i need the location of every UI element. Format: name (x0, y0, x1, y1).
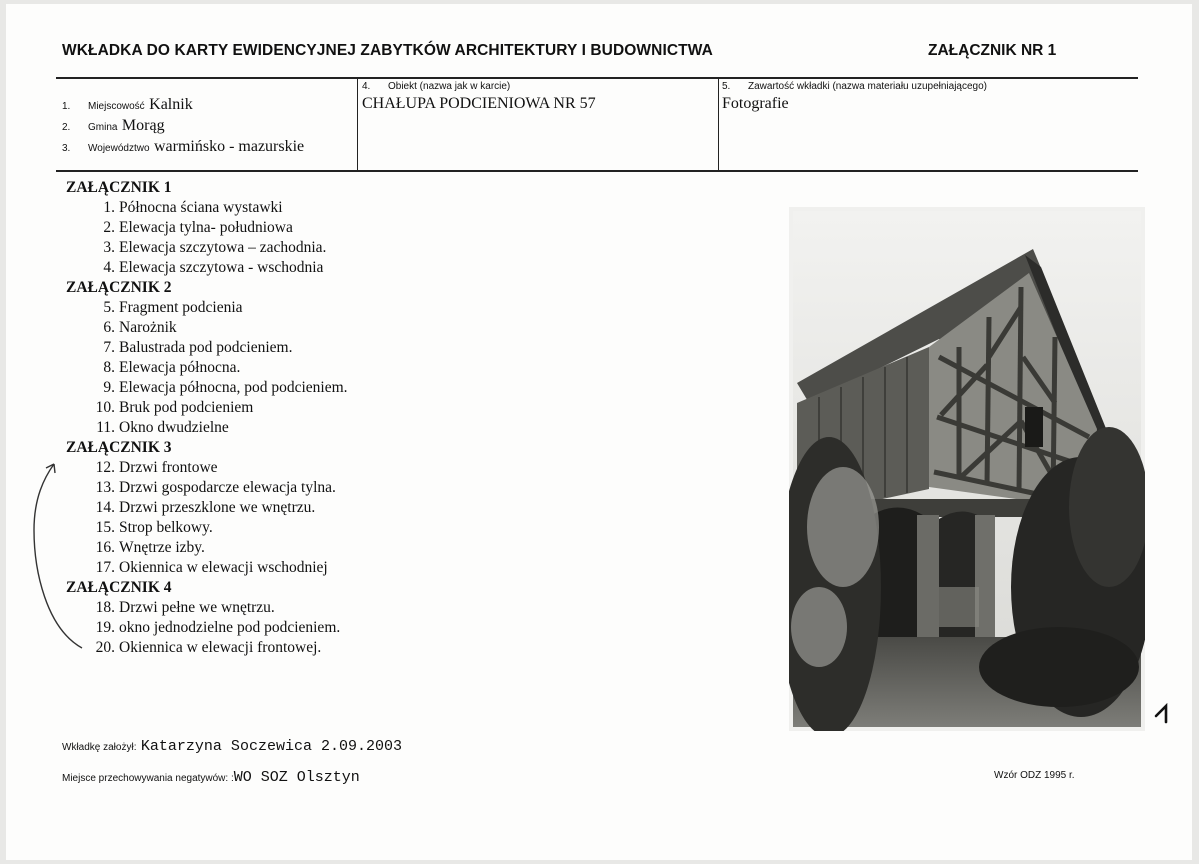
list-item: 20. Okiennica w elewacji frontowej. (95, 639, 322, 656)
created-by-value: Katarzyna Soczewica 2.09.2003 (140, 738, 402, 755)
list-item: 18. Drzwi pełne we wnętrzu. (95, 599, 275, 616)
list-item: 12. Drzwi frontowe (95, 459, 218, 476)
list-item: 7. Balustrada pod podcieniem. (103, 339, 293, 356)
negative-storage-value: WO SOZ Olsztyn (233, 769, 360, 786)
annex-heading-3: ZAŁĄCZNIK 3 (66, 439, 172, 456)
form-divider-1 (357, 78, 358, 171)
handwritten-arrow-icon (24, 450, 88, 656)
commune-value: Morąg (121, 117, 165, 134)
list-item: 3. Elewacja szczytowa – zachodnia. (103, 239, 327, 256)
list-item: 16. Wnętrze izby. (95, 539, 205, 556)
list-item: 14. Drzwi przeszklone we wnętrzu. (95, 499, 316, 516)
created-by-field (62, 737, 402, 755)
handwritten-page-number (1154, 702, 1172, 724)
form-top-rule (56, 77, 1138, 79)
list-item: 13. Drzwi gospodarcze elewacja tylna. (95, 479, 336, 496)
commune-label: Gmina (88, 122, 118, 133)
annex-heading-4: ZAŁĄCZNIK 4 (66, 579, 172, 596)
contents-value: Fotografie (722, 95, 789, 112)
voivodeship-field: 3. Województwo warmińsko - mazurskie (62, 138, 305, 155)
annex-heading-2: ZAŁĄCZNIK 2 (66, 279, 172, 296)
list-item: 19. okno jednodzielne pod podcieniem. (95, 619, 341, 636)
list-item: 9. Elewacja północna, pod podcieniem. (103, 379, 348, 396)
form-bottom-rule (56, 170, 1138, 172)
list-item: 4. Elewacja szczytowa - wschodnia (103, 259, 324, 276)
list-item: 8. Elewacja północna. (103, 359, 241, 376)
list-item: 15. Strop belkowy. (95, 519, 213, 536)
created-by-label: Wkładkę założył: (62, 742, 137, 753)
list-item: 17. Okiennica w elewacji wschodniej (95, 559, 328, 576)
house-photo (789, 207, 1145, 731)
list-item: 6. Narożnik (103, 319, 177, 336)
object-value: CHAŁUPA PODCIENIOWA NR 57 (362, 95, 596, 112)
template-version: Wzór ODZ 1995 r. (994, 770, 1075, 781)
half-timbered-house-image (789, 207, 1145, 731)
list-item: 2. Elewacja tylna- południowa (103, 219, 293, 236)
locality-field: 1. Miejscowość Kalnik (62, 96, 193, 113)
voivodeship-label: Województwo (88, 143, 150, 154)
locality-label: Miejscowość (88, 101, 145, 112)
annex-heading-1: ZAŁĄCZNIK 1 (66, 179, 172, 196)
photo-list (66, 178, 348, 658)
list-item: 11. Okno dwudzielne (96, 419, 229, 436)
list-item: 5. Fragment podcienia (103, 299, 243, 316)
list-item: 10. Bruk pod podcieniem (95, 399, 254, 416)
document-title: WKŁADKA DO KARTY EWIDENCYJNEJ ZABYTKÓW ARCHITEKTURY I BUDOWNICTWA (62, 42, 713, 59)
form-divider-2 (718, 78, 719, 171)
list-item: 1. Północna ściana wystawki (103, 199, 283, 216)
negative-storage-label: Miejsce przechowywania negatywów: : (62, 773, 234, 784)
record-sheet (6, 4, 1192, 860)
commune-field: 2. Gmina Morąg (62, 117, 165, 134)
locality-value: Kalnik (149, 96, 193, 113)
voivodeship-value: warmińsko - mazurskie (153, 138, 305, 155)
object-label: 4. Obiekt (nazwa jak w karcie) (362, 81, 511, 92)
annex-number: ZAŁĄCZNIK NR 1 (928, 42, 1057, 59)
contents-label: 5. Zawartość wkładki (nazwa materiału uzupełniającego) (722, 81, 987, 92)
negative-storage-field (62, 768, 360, 786)
